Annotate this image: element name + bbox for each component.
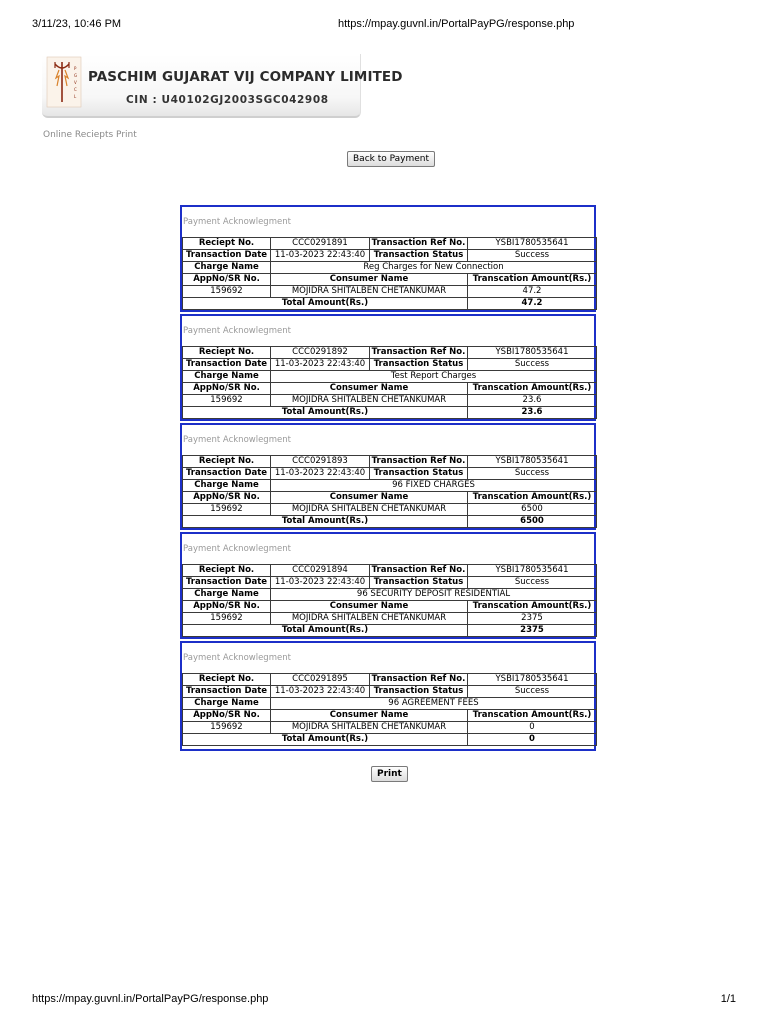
- svg-text:L: L: [74, 94, 77, 99]
- transaction-date-label: Transaction Date: [183, 577, 271, 589]
- charge-name-label: Charge Name: [183, 480, 271, 492]
- transaction-ref-value: YSBI1780535641: [468, 347, 597, 359]
- consumer-name-value: MOJIDRA SHITALBEN CHETANKUMAR: [271, 395, 468, 407]
- total-label: Total Amount(Rs.): [183, 298, 468, 310]
- receipt-table: [182, 455, 597, 528]
- company-name: PASCHIM GUJARAT VIJ COMPANY LIMITED: [88, 69, 403, 85]
- svg-text:G: G: [74, 73, 78, 78]
- transaction-date-label: Transaction Date: [183, 468, 271, 480]
- amount-value: 23.6: [468, 395, 597, 407]
- transaction-date-value: 11-03-2023 22:43:40: [271, 468, 370, 480]
- amount-value: 6500: [468, 504, 597, 516]
- receipt-table: [182, 237, 597, 310]
- table-row: [183, 395, 597, 407]
- transaction-ref-value: YSBI1780535641: [468, 456, 597, 468]
- transaction-date-label: Transaction Date: [183, 686, 271, 698]
- appno-value: 159692: [183, 504, 271, 516]
- table-row: [183, 710, 597, 722]
- appno-label: AppNo/SR No.: [183, 383, 271, 395]
- charge-name-label: Charge Name: [183, 698, 271, 710]
- table-row: [183, 347, 597, 359]
- receipt-no-label: Reciept No.: [183, 565, 271, 577]
- transaction-date-value: 11-03-2023 22:43:40: [271, 577, 370, 589]
- table-row: [183, 250, 597, 262]
- print-header-url: https://mpay.guvnl.in/PortalPayPG/response.php: [338, 18, 575, 30]
- amount-value: 47.2: [468, 286, 597, 298]
- print-button[interactable]: Print: [371, 766, 408, 782]
- appno-value: 159692: [183, 395, 271, 407]
- table-row: [183, 274, 597, 286]
- ack-title: Payment Acknowlegment: [183, 326, 291, 336]
- receipt-table: [182, 346, 597, 419]
- company-banner: [42, 54, 403, 118]
- receipt-no-label: Reciept No.: [183, 674, 271, 686]
- amount-label: Transcation Amount(Rs.): [468, 710, 597, 722]
- table-row: [183, 686, 597, 698]
- table-row: [183, 298, 597, 310]
- receipts-list: [180, 205, 596, 751]
- transaction-date-label: Transaction Date: [183, 359, 271, 371]
- table-row: [183, 625, 597, 637]
- charge-name-value: 96 AGREEMENT FEES: [271, 698, 597, 710]
- transaction-ref-value: YSBI1780535641: [468, 565, 597, 577]
- transaction-status-label: Transaction Status: [370, 577, 468, 589]
- receipt-no-value: CCC0291892: [271, 347, 370, 359]
- receipt-no-value: CCC0291891: [271, 238, 370, 250]
- charge-name-label: Charge Name: [183, 262, 271, 274]
- transaction-ref-value: YSBI1780535641: [468, 674, 597, 686]
- receipt-block: [180, 641, 596, 751]
- receipt-no-label: Reciept No.: [183, 456, 271, 468]
- amount-value: 2375: [468, 613, 597, 625]
- receipt-table: [182, 673, 597, 746]
- transaction-status-label: Transaction Status: [370, 686, 468, 698]
- transaction-ref-label: Transaction Ref No.: [370, 565, 468, 577]
- consumer-name-label: Consumer Name: [271, 274, 468, 286]
- print-header-datetime: 3/11/23, 10:46 PM: [32, 18, 122, 30]
- table-row: [183, 504, 597, 516]
- transaction-ref-value: YSBI1780535641: [468, 238, 597, 250]
- appno-label: AppNo/SR No.: [183, 274, 271, 286]
- transaction-status-value: Success: [468, 468, 597, 480]
- print-footer-url: https://mpay.guvnl.in/PortalPayPG/response.php: [32, 993, 269, 1005]
- table-row: [183, 468, 597, 480]
- total-value: 2375: [468, 625, 597, 637]
- receipt-no-value: CCC0291894: [271, 565, 370, 577]
- transaction-date-value: 11-03-2023 22:43:40: [271, 250, 370, 262]
- table-row: [183, 383, 597, 395]
- total-label: Total Amount(Rs.): [183, 407, 468, 419]
- consumer-name-label: Consumer Name: [271, 492, 468, 504]
- transaction-date-value: 11-03-2023 22:43:40: [271, 686, 370, 698]
- table-row: [183, 613, 597, 625]
- transaction-status-value: Success: [468, 686, 597, 698]
- receipt-block: [180, 423, 596, 530]
- table-row: [183, 722, 597, 734]
- table-row: [183, 480, 597, 492]
- receipt-table: [182, 564, 597, 637]
- consumer-name-value: MOJIDRA SHITALBEN CHETANKUMAR: [271, 613, 468, 625]
- transaction-status-value: Success: [468, 250, 597, 262]
- table-row: [183, 577, 597, 589]
- svg-text:V: V: [74, 80, 77, 85]
- total-label: Total Amount(Rs.): [183, 516, 468, 528]
- appno-value: 159692: [183, 722, 271, 734]
- consumer-name-value: MOJIDRA SHITALBEN CHETANKUMAR: [271, 286, 468, 298]
- ack-title: Payment Acknowlegment: [183, 544, 291, 554]
- transaction-date-label: Transaction Date: [183, 250, 271, 262]
- transaction-status-label: Transaction Status: [370, 468, 468, 480]
- table-row: [183, 516, 597, 528]
- transaction-status-label: Transaction Status: [370, 250, 468, 262]
- table-row: [183, 286, 597, 298]
- svg-text:C: C: [74, 87, 77, 92]
- transaction-date-value: 11-03-2023 22:43:40: [271, 359, 370, 371]
- transaction-ref-label: Transaction Ref No.: [370, 347, 468, 359]
- table-row: [183, 407, 597, 419]
- consumer-name-label: Consumer Name: [271, 601, 468, 613]
- table-row: [183, 262, 597, 274]
- transaction-ref-label: Transaction Ref No.: [370, 238, 468, 250]
- table-row: [183, 601, 597, 613]
- table-row: [183, 492, 597, 504]
- table-row: [183, 698, 597, 710]
- consumer-name-label: Consumer Name: [271, 383, 468, 395]
- receipt-block: [180, 532, 596, 639]
- amount-label: Transcation Amount(Rs.): [468, 274, 597, 286]
- total-label: Total Amount(Rs.): [183, 625, 468, 637]
- company-cin: CIN : U40102GJ2003SGC042908: [126, 94, 329, 106]
- ack-title: Payment Acknowlegment: [183, 653, 291, 663]
- consumer-name-label: Consumer Name: [271, 710, 468, 722]
- receipt-block: [180, 205, 596, 312]
- charge-name-value: 96 FIXED CHARGES: [271, 480, 597, 492]
- amount-value: 0: [468, 722, 597, 734]
- amount-label: Transcation Amount(Rs.): [468, 492, 597, 504]
- total-value: 47.2: [468, 298, 597, 310]
- transaction-status-label: Transaction Status: [370, 359, 468, 371]
- ack-title: Payment Acknowlegment: [183, 435, 291, 445]
- total-value: 23.6: [468, 407, 597, 419]
- pgvcl-trident-logo-icon: [46, 56, 82, 108]
- appno-value: 159692: [183, 613, 271, 625]
- svg-text:P: P: [74, 66, 77, 71]
- table-row: [183, 734, 597, 746]
- back-to-payment-button[interactable]: Back to Payment: [347, 151, 435, 167]
- receipt-no-value: CCC0291895: [271, 674, 370, 686]
- ack-title: Payment Acknowlegment: [183, 217, 291, 227]
- table-row: [183, 589, 597, 601]
- table-row: [183, 674, 597, 686]
- amount-label: Transcation Amount(Rs.): [468, 601, 597, 613]
- charge-name-label: Charge Name: [183, 371, 271, 383]
- charge-name-value: Test Report Charges: [271, 371, 597, 383]
- consumer-name-value: MOJIDRA SHITALBEN CHETANKUMAR: [271, 504, 468, 516]
- table-row: [183, 371, 597, 383]
- charge-name-label: Charge Name: [183, 589, 271, 601]
- table-row: [183, 359, 597, 371]
- appno-value: 159692: [183, 286, 271, 298]
- total-label: Total Amount(Rs.): [183, 734, 468, 746]
- receipt-no-label: Reciept No.: [183, 347, 271, 359]
- transaction-ref-label: Transaction Ref No.: [370, 674, 468, 686]
- charge-name-value: Reg Charges for New Connection: [271, 262, 597, 274]
- appno-label: AppNo/SR No.: [183, 492, 271, 504]
- transaction-status-value: Success: [468, 577, 597, 589]
- table-row: [183, 238, 597, 250]
- charge-name-value: 96 SECURITY DEPOSIT RESIDENTIAL: [271, 589, 597, 601]
- table-row: [183, 565, 597, 577]
- appno-label: AppNo/SR No.: [183, 601, 271, 613]
- total-value: 0: [468, 734, 597, 746]
- receipt-no-value: CCC0291893: [271, 456, 370, 468]
- table-row: [183, 456, 597, 468]
- consumer-name-value: MOJIDRA SHITALBEN CHETANKUMAR: [271, 722, 468, 734]
- transaction-status-value: Success: [468, 359, 597, 371]
- amount-label: Transcation Amount(Rs.): [468, 383, 597, 395]
- receipt-block: [180, 314, 596, 421]
- transaction-ref-label: Transaction Ref No.: [370, 456, 468, 468]
- section-label: Online Reciepts Print: [43, 130, 137, 140]
- appno-label: AppNo/SR No.: [183, 710, 271, 722]
- print-footer-page: 1/1: [720, 993, 736, 1005]
- total-value: 6500: [468, 516, 597, 528]
- receipt-no-label: Reciept No.: [183, 238, 271, 250]
